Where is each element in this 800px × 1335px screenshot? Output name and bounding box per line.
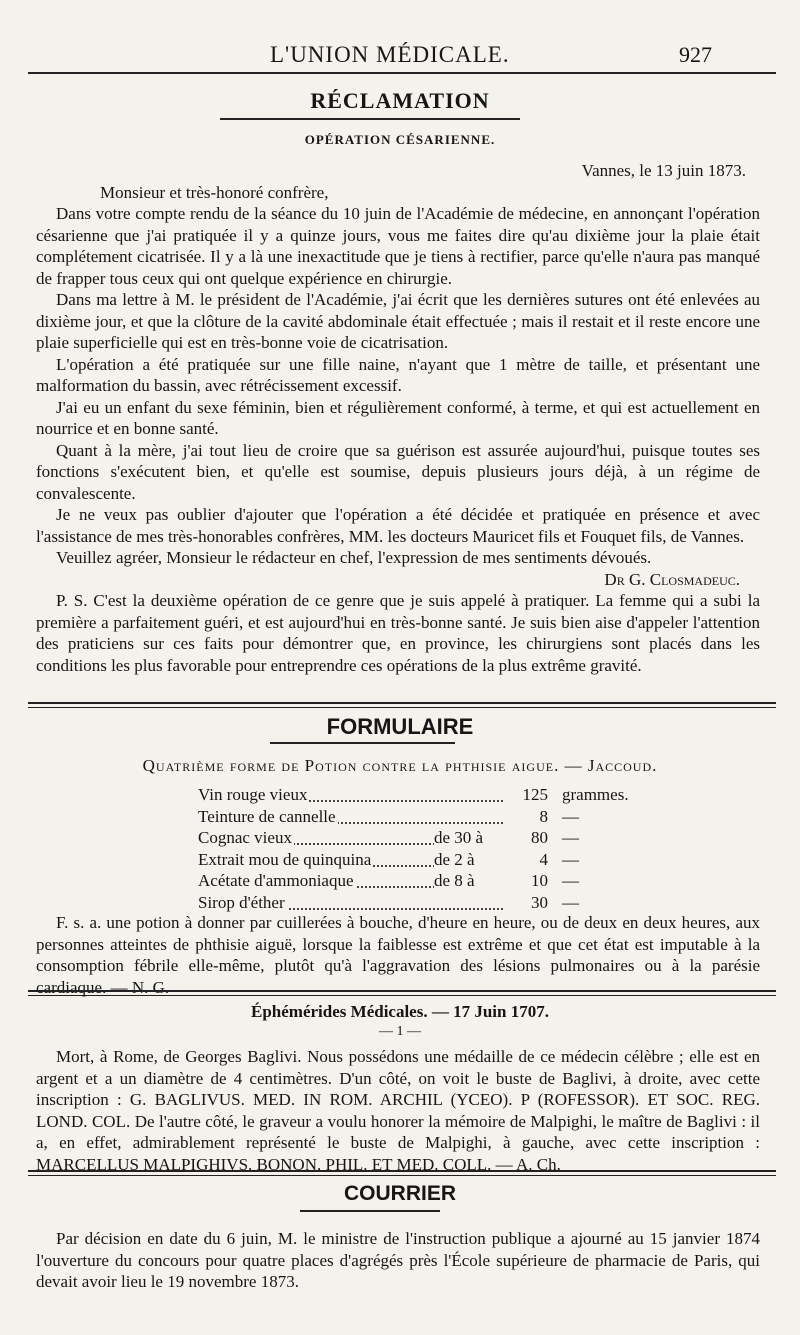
reclamation-letter — [36, 160, 760, 676]
page-header — [0, 42, 800, 72]
signature: Dr G. Closmadeuc. — [604, 569, 740, 589]
letter-paragraph: J'ai eu un enfant du sexe féminin, bien et régulièrement conformé, à terme, et qui est actuellement en nourrice et en bonne santé. — [36, 397, 760, 438]
ingredient-row: Acétate d'ammoniaque de 8 à 10 — — [198, 871, 579, 890]
letter-paragraph: Quant à la mère, j'ai tout lieu de croire que sa guérison est assurée aujourd'hui, puisque toutes ses fonctions s'exécutent bien, et qu'elle est soumise, depuis plusieurs jours déjà, à un régime de convalescente. — [36, 440, 760, 503]
ingredient-name: Acétate d'ammoniaque — [198, 871, 354, 890]
ingredient-qty: 30 — [531, 892, 548, 912]
formulaire-subtitle: Quatrième forme de Potion contre la phthisie aigue. — Jaccoud. — [142, 756, 658, 775]
reclamation-subtitle: OPÉRATION CÉSARIENNE. — [304, 132, 496, 147]
courrier-block — [36, 1228, 760, 1293]
formulaire-rule — [270, 742, 455, 744]
courrier-top-rule — [28, 1170, 776, 1176]
letter-paragraph: Je ne veux pas oublier d'ajouter que l'opération a été décidée et pratiquée en présence et avec l'assistance de mes très-honorables confrères, MM. les docteurs Mauricet fils et Fouquet fils, de Vannes. — [36, 505, 760, 546]
letter-paragraph: Veuillez agréer, Monsieur le rédacteur en chef, l'expression de mes sentiments dévoués. — [56, 548, 652, 567]
reclamation-title: RÉCLAMATION — [310, 88, 490, 113]
postscript: P. S. C'est la deuxième opération de ce genre que je suis appelé à pratiquer. La femme qui a subi la première a parfaitement guéri, et est aujourd'hui en très-bonne santé. Je suis bien aise d'appeler l'attention des praticiens sur ces faits pour démontrer que, en province, les chirurgiens sont placés dans les conditions les plus favorable pour entreprendre ces opérations de la plus extrême gravité. — [36, 591, 760, 675]
ingredient-qty: 4 — [539, 849, 548, 869]
ephemerides-title: Éphémérides Médicales. — 17 Juin 1707. — [251, 1002, 549, 1021]
ingredient-qty: 10 — [531, 871, 548, 890]
ingredient-row: Teinture de cannelle 8 — — [198, 806, 579, 826]
letter-paragraph: Dans ma lettre à M. le président de l'Académie, j'ai écrit que les dernières sutures ont été enlevées au dixième jour, et que la clôture de la cavité abdominale était effectuée ; mais il restait et il reste encore une plaie superficielle qui est en très-bonne voie de cicatrisation. — [36, 290, 760, 352]
ingredient-name: Vin rouge vieux — [198, 785, 308, 804]
page-number: 927 — [679, 42, 712, 67]
formulaire-title: FORMULAIRE — [326, 714, 474, 739]
letter-paragraph: L'opération a été pratiquée sur une fille naine, n'ayant que 1 mètre de taille, et présentant une malformation du bassin, avec rétrécissement excessif. — [36, 354, 760, 395]
dateline: Vannes, le 13 juin 1873. — [581, 161, 746, 180]
ingredient-list — [198, 784, 678, 913]
header-rule — [28, 72, 776, 74]
courrier-text: Par décision en date du 6 juin, M. le ministre de l'instruction publique a ajourné au 15 janvier 1874 l'ouverture du concours pour quatre places d'agrégés près l'École supérieure de pharmacie de Paris, qui devait avoir lieu le 19 novembre 1873. — [36, 1229, 760, 1291]
ingredient-qty: 8 — [539, 806, 548, 826]
ingredient-name: Sirop d'éther — [198, 892, 285, 912]
ingredient-name: Cognac vieux — [198, 828, 292, 847]
ingredient-qty: 125 — [522, 785, 548, 804]
letter-paragraph: Dans votre compte rendu de la séance du 10 juin de l'Académie de médecine, en annonçant l'opération césarienne que j'ai pratiquée il y a quinze jours, vous me faites dire qu'au dixième jour la plaie était complétement cicatrisée. Il y a là une inexactitude que je tiens à rectifier, parce qu'elle n'aura pas manqué de frapper tous ceux qui ont quelque expérience en chirurgie. — [36, 204, 760, 288]
ingredient-row: Cognac vieux de 30 à 80 — — [198, 828, 579, 847]
ingredient-row: Extrait mou de quinquina de 2 à 4 — — [198, 849, 579, 869]
formulaire-top-rule — [28, 702, 776, 708]
ingredient-name: Teinture de cannelle — [198, 806, 336, 826]
courrier-rule — [300, 1210, 440, 1212]
ephemerides-text: Mort, à Rome, de Georges Baglivi. Nous possédons une médaille de ce médecin célèbre ; elle est en argent et a un diamètre de 4 centimètres. D'un côté, on voit le buste de Baglivi, à droite, avec cette inscription : G. BAGLIVUS. MED. IN ROM. ARCHIL (YCEO). P (ROFESSOR). ET SOC. REG. LOND. COL. De l'autre côté, le graveur a voulu honorer la mémoire de Malpighi, le maître de Baglivi : il a, en effet, admirablement représenté le buste de Malpighi, à gauche, avec cette inscription : MARCELLUS MALPIGHIVS. BONON. PHIL. ET MED. COLL. — A. Ch. — [36, 1047, 760, 1174]
journal-title: L'UNION MÉDICALE. — [270, 42, 510, 67]
salutation: Monsieur et très-honoré confrère, — [100, 182, 329, 202]
ingredient-row: Vin rouge vieux 125 grammes. — [198, 785, 629, 804]
ephemerides-top-rule — [28, 990, 776, 996]
reclamation-rule — [220, 118, 520, 120]
formulaire-instructions: F. s. a. une potion à donner par cuillerées à bouche, d'heure en heure, ou de deux en deux heures, aux personnes atteintes de phthisie aiguë, lorsque la faiblesse est extrême et que cet état est imputable à la consomption fébrile elle-même, plutôt qu'à l'aggravation des lésions pulmonaires ou à la parésie cardiaque. — N. G. — [36, 913, 760, 997]
ephemerides-divider: — 1 — — [379, 1024, 421, 1039]
courrier-title: COURRIER — [343, 1182, 456, 1205]
ingredient-row: Sirop d'éther 30 — — [198, 892, 579, 912]
ingredient-name: Extrait mou de quinquina — [198, 849, 372, 869]
ingredient-qty: 80 — [531, 828, 548, 847]
ephemerides-block — [36, 1046, 760, 1175]
formulaire-instructions-block — [36, 912, 760, 998]
